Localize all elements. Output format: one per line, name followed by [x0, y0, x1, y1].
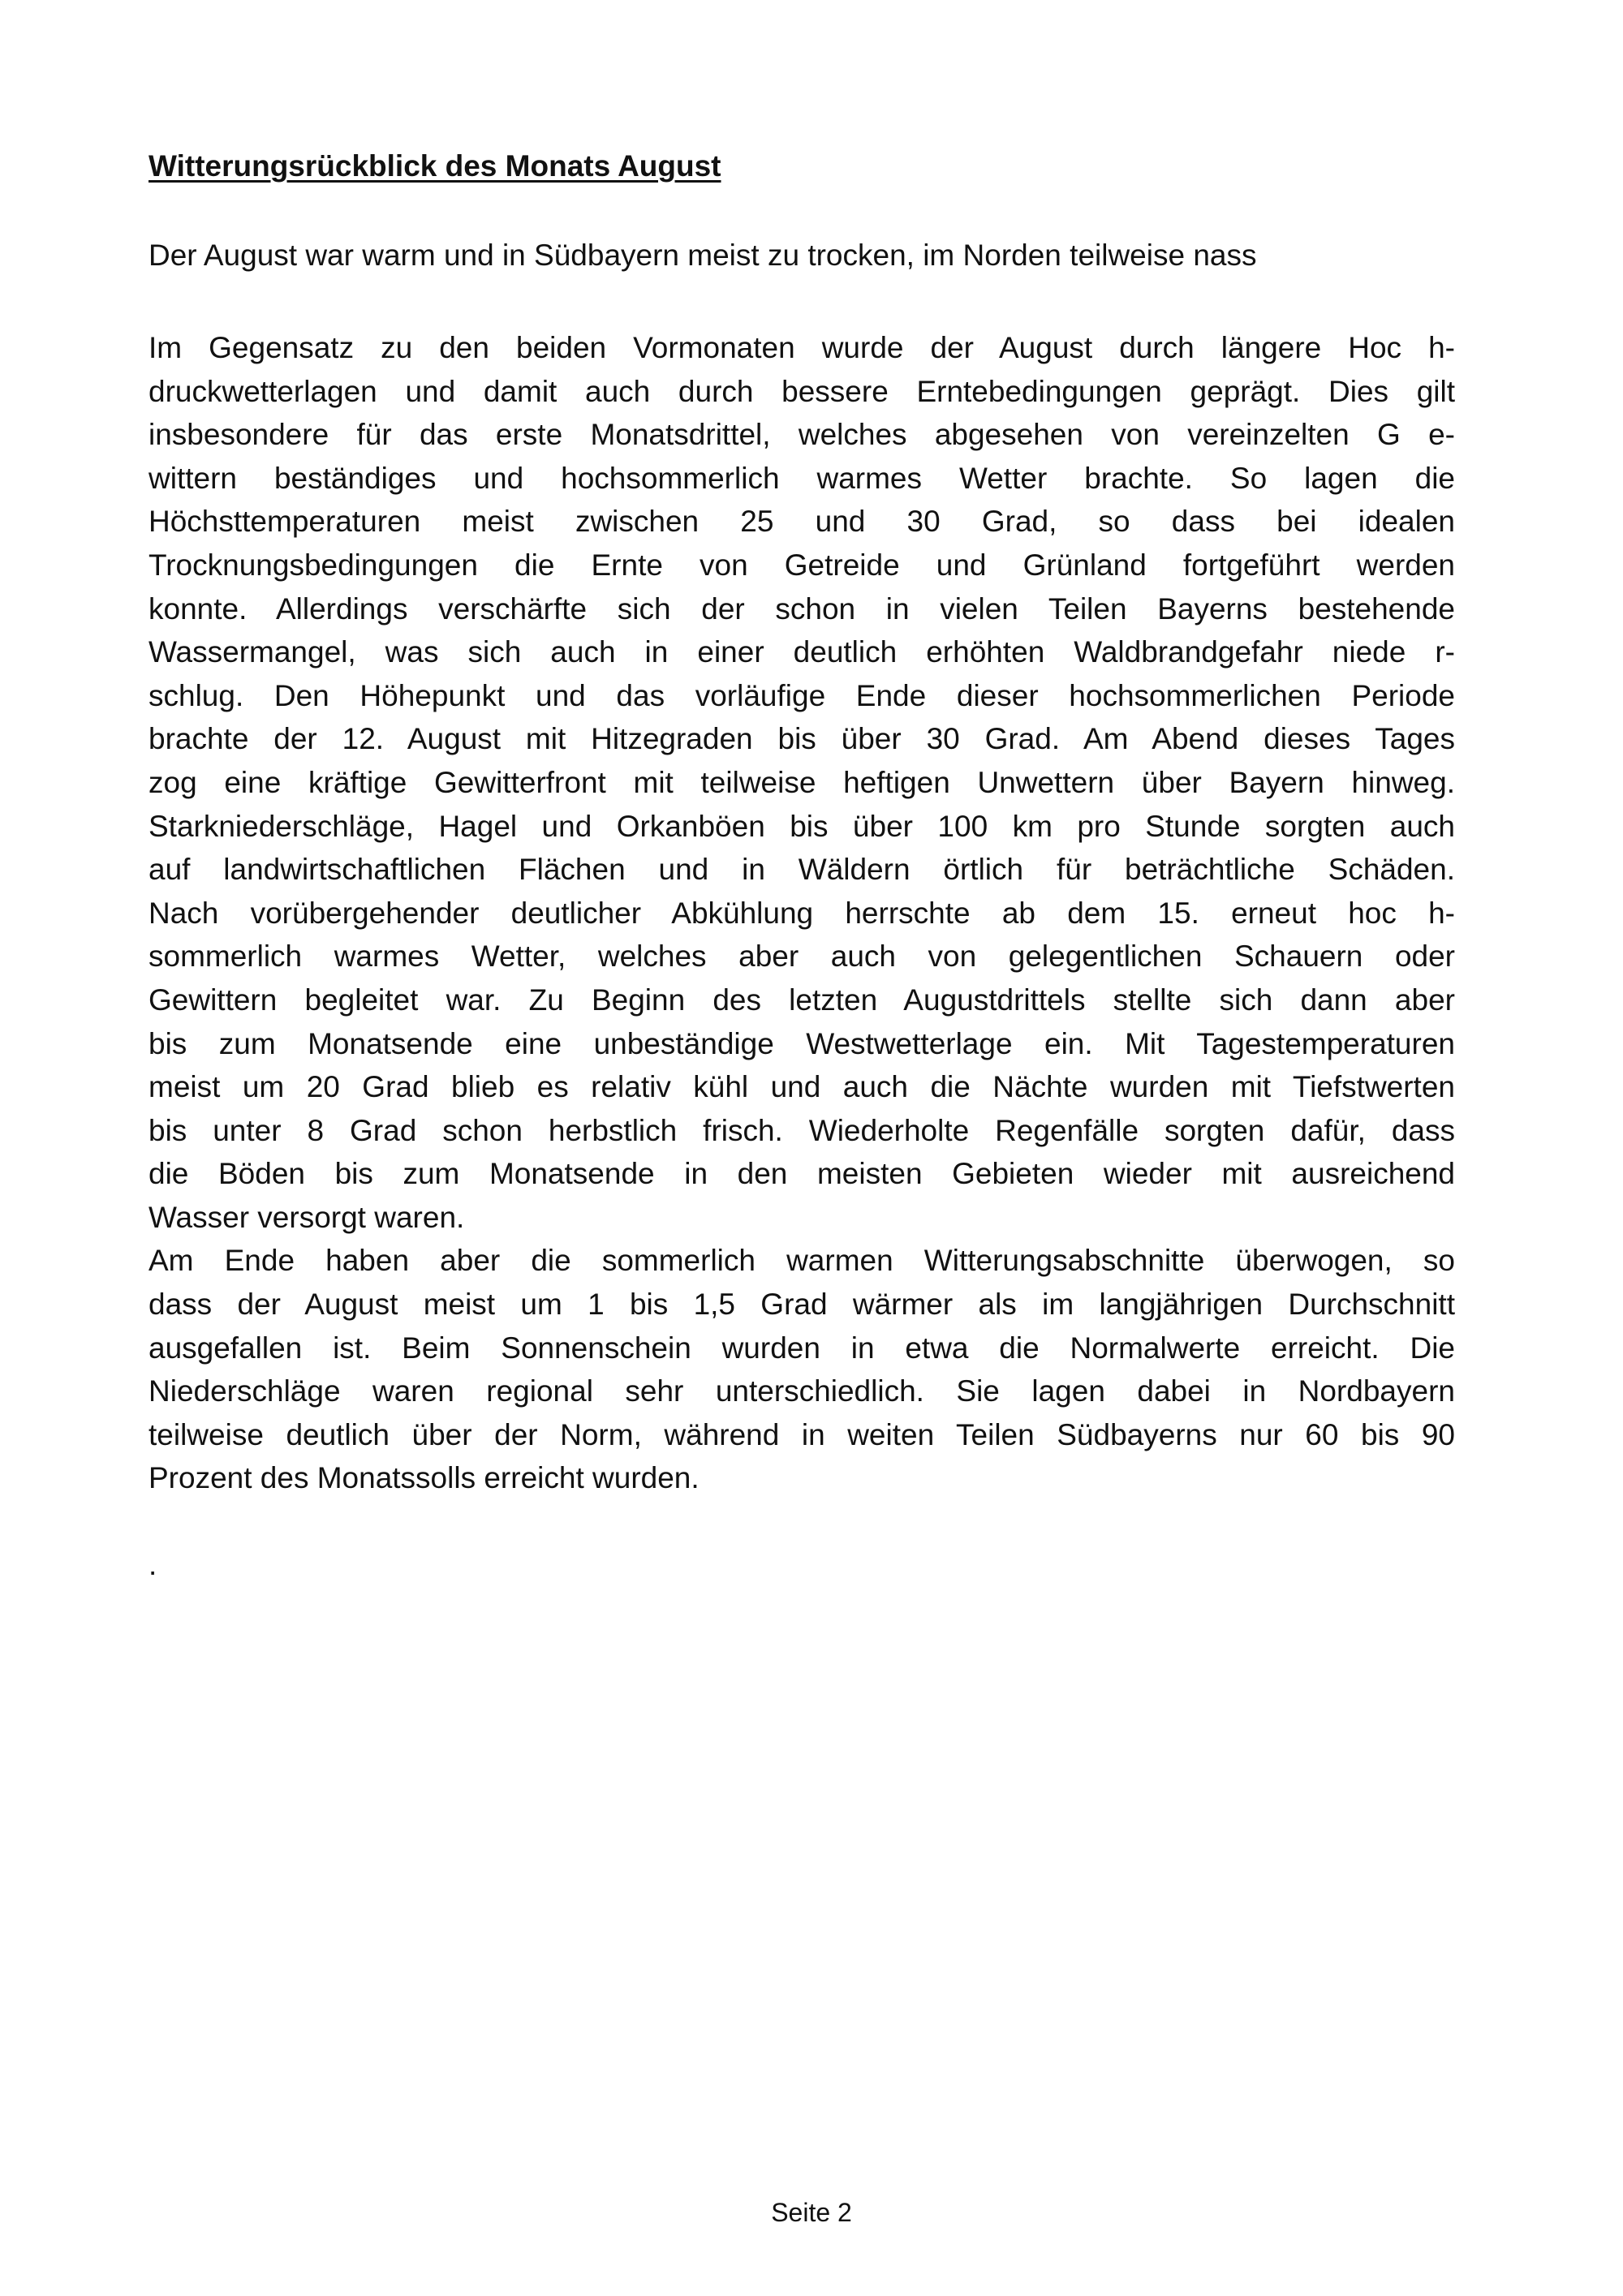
text-line: dass der August meist um 1 bis 1,5 Grad wärmer als im langjährigen Durchschnitt	[149, 1288, 1455, 1322]
text-line: konnte. Allerdings verschärfte sich der schon in vielen Teilen Bayerns bestehende	[149, 591, 1455, 626]
paragraph-1	[149, 326, 1455, 1239]
trailing-mark: .	[149, 1548, 157, 1581]
text-line: insbesondere für das erste Monatsdrittel, welches abgesehen von vereinzelten G e-	[149, 418, 1455, 452]
text-line: brachte der 12. August mit Hitzegraden bis über 30 Grad. Am Abend dieses Tages	[149, 722, 1455, 756]
text-line: Gewittern begleitet war. Zu Beginn des letzten Augustdrittels stellte sich dann aber	[149, 982, 1455, 1017]
document-subtitle: Der August war warm und in Südbayern meist zu trocken, im Norden teilweise nass	[149, 239, 1257, 272]
text-line: Wassermangel, was sich auch in einer deutlich erhöhten Waldbrandgefahr niede r-	[149, 635, 1455, 669]
text-line: Niederschläge waren regional sehr unterschiedlich. Sie lagen dabei in Nordbayern	[149, 1374, 1455, 1408]
page-number: Seite 2	[771, 2198, 852, 2227]
text-line: die Böden bis zum Monatsende in den meisten Gebieten wieder mit ausreichend	[149, 1157, 1455, 1191]
text-line: Nach vorübergehender deutlicher Abkühlung herrschte ab dem 15. erneut hoc h-	[149, 896, 1455, 930]
text-line: zog eine kräftige Gewitterfront mit teilweise heftigen Unwettern über Bayern hinweg.	[149, 765, 1455, 799]
text-line: meist um 20 Grad blieb es relativ kühl und auch die Nächte wurden mit Tiefstwerten	[149, 1070, 1455, 1104]
text-line: auf landwirtschaftlichen Flächen und in Wäldern örtlich für beträchtliche Schäden.	[149, 853, 1455, 887]
text-line: Im Gegensatz zu den beiden Vormonaten wurde der August durch längere Hoc h-	[149, 331, 1455, 364]
text-line: bis unter 8 Grad schon herbstlich frisch. Wiederholte Regenfälle sorgten dafür, dass	[149, 1113, 1455, 1147]
text-line: Starkniederschläge, Hagel und Orkanböen bis über 100 km pro Stunde sorgten auch	[149, 809, 1455, 843]
text-line: schlug. Den Höhepunkt und das vorläufige Ende dieser hochsommerlichen Periode	[149, 678, 1455, 712]
document-title: Witterungsrückblick des Monats August	[149, 149, 721, 183]
text-line: sommerlich warmes Wetter, welches aber auch von gelegentlichen Schauern oder	[149, 939, 1455, 974]
text-line: druckwetterlagen und damit auch durch bessere Erntebedingungen geprägt. Dies gilt	[149, 374, 1455, 408]
text-line: Trocknungsbedingungen die Ernte von Getreide und Grünland fortgeführt werden	[149, 548, 1455, 582]
paragraph-2	[149, 1239, 1455, 1500]
text-line: Prozent des Monatssolls erreicht wurden.	[149, 1461, 700, 1495]
text-line: Wasser versorgt waren.	[149, 1200, 465, 1234]
text-line: wittern beständiges und hochsommerlich warmes Wetter brachte. So lagen die	[149, 461, 1455, 495]
document-body	[149, 326, 1455, 1500]
text-line: ausgefallen ist. Beim Sonnenschein wurden in etwa die Normalwerte erreicht. Die	[149, 1331, 1455, 1365]
text-line: bis zum Monatsende eine unbeständige Westwetterlage ein. Mit Tagestemperaturen	[149, 1026, 1455, 1060]
text-line: Höchsttemperaturen meist zwischen 25 und 30 Grad, so dass bei idealen	[149, 505, 1455, 539]
text-line: Am Ende haben aber die sommerlich warmen Witterungsabschnitte überwogen, so	[149, 1244, 1455, 1278]
text-line: teilweise deutlich über der Norm, während in weiten Teilen Südbayerns nur 60 bis 90	[149, 1417, 1455, 1451]
